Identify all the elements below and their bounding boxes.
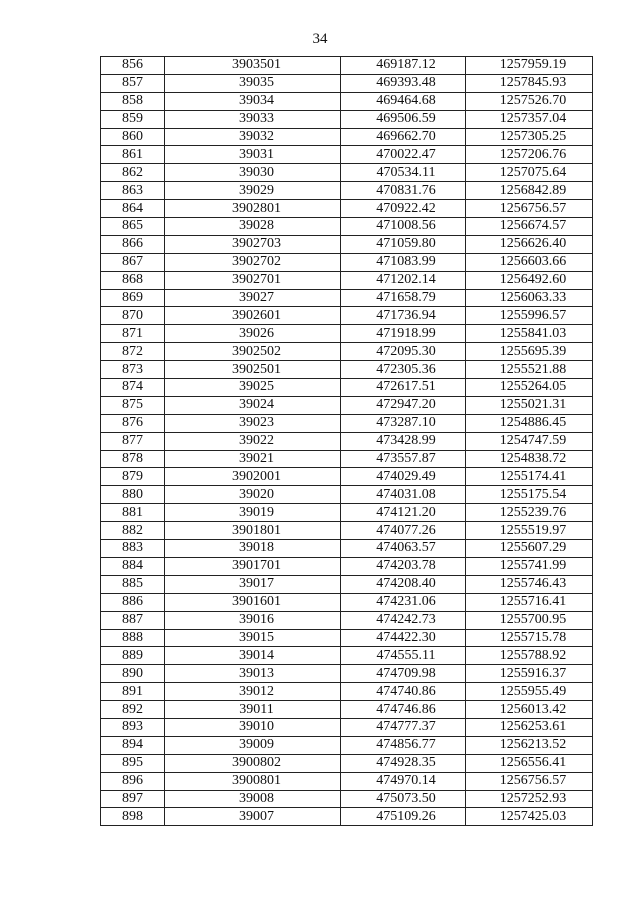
table-row [101, 235, 593, 253]
point-id: 3901601 [165, 593, 341, 611]
table-row [101, 271, 593, 289]
y-coordinate: 1255519.97 [466, 522, 593, 540]
row-number: 879 [101, 468, 165, 486]
x-coordinate: 469662.70 [341, 128, 466, 146]
y-coordinate: 1257845.93 [466, 74, 593, 92]
point-id: 3902502 [165, 343, 341, 361]
row-number: 866 [101, 235, 165, 253]
table-row [101, 611, 593, 629]
row-number: 880 [101, 486, 165, 504]
table-row [101, 754, 593, 772]
point-id: 39010 [165, 718, 341, 736]
table-row [101, 146, 593, 164]
x-coordinate: 474031.08 [341, 486, 466, 504]
row-number: 871 [101, 325, 165, 343]
y-coordinate: 1256842.89 [466, 182, 593, 200]
table-row [101, 164, 593, 182]
point-id: 39009 [165, 736, 341, 754]
x-coordinate: 474121.20 [341, 504, 466, 522]
row-number: 872 [101, 343, 165, 361]
point-id: 3902601 [165, 307, 341, 325]
table-row [101, 593, 593, 611]
y-coordinate: 1257425.03 [466, 808, 593, 826]
row-number: 874 [101, 379, 165, 397]
y-coordinate: 1255175.54 [466, 486, 593, 504]
x-coordinate: 474203.78 [341, 557, 466, 575]
point-id: 39013 [165, 665, 341, 683]
row-number: 893 [101, 718, 165, 736]
table-row [101, 557, 593, 575]
row-number: 877 [101, 432, 165, 450]
x-coordinate: 474928.35 [341, 754, 466, 772]
y-coordinate: 1254886.45 [466, 414, 593, 432]
y-coordinate: 1257526.70 [466, 92, 593, 110]
row-number: 864 [101, 200, 165, 218]
row-number: 881 [101, 504, 165, 522]
point-id: 39032 [165, 128, 341, 146]
x-coordinate: 475073.50 [341, 790, 466, 808]
y-coordinate: 1256063.33 [466, 289, 593, 307]
y-coordinate: 1257206.76 [466, 146, 593, 164]
x-coordinate: 471008.56 [341, 218, 466, 236]
point-id: 39026 [165, 325, 341, 343]
point-id: 39007 [165, 808, 341, 826]
table-row [101, 665, 593, 683]
y-coordinate: 1257075.64 [466, 164, 593, 182]
point-id: 3903501 [165, 57, 341, 75]
row-number: 882 [101, 522, 165, 540]
page-number: 34 [312, 31, 328, 47]
table-row [101, 522, 593, 540]
point-id: 39023 [165, 414, 341, 432]
y-coordinate: 1255916.37 [466, 665, 593, 683]
point-id: 39027 [165, 289, 341, 307]
x-coordinate: 474077.26 [341, 522, 466, 540]
point-id: 39015 [165, 629, 341, 647]
point-id: 39016 [165, 611, 341, 629]
table-row [101, 808, 593, 826]
point-id: 3902701 [165, 271, 341, 289]
x-coordinate: 474029.49 [341, 468, 466, 486]
point-id: 39017 [165, 575, 341, 593]
point-id: 3902702 [165, 253, 341, 271]
table-row [101, 200, 593, 218]
y-coordinate: 1254747.59 [466, 432, 593, 450]
table-row [101, 683, 593, 701]
row-number: 883 [101, 540, 165, 558]
table-row [101, 504, 593, 522]
point-id: 3902501 [165, 361, 341, 379]
row-number: 870 [101, 307, 165, 325]
table-row [101, 361, 593, 379]
point-id: 39022 [165, 432, 341, 450]
y-coordinate: 1255607.29 [466, 540, 593, 558]
x-coordinate: 469187.12 [341, 57, 466, 75]
x-coordinate: 473287.10 [341, 414, 466, 432]
y-coordinate: 1256492.60 [466, 271, 593, 289]
point-id: 3901801 [165, 522, 341, 540]
table-row [101, 701, 593, 719]
y-coordinate: 1255174.41 [466, 468, 593, 486]
x-coordinate: 472617.51 [341, 379, 466, 397]
table-row [101, 379, 593, 397]
y-coordinate: 1255521.88 [466, 361, 593, 379]
row-number: 890 [101, 665, 165, 683]
y-coordinate: 1255021.31 [466, 396, 593, 414]
row-number: 867 [101, 253, 165, 271]
row-number: 856 [101, 57, 165, 75]
row-number: 897 [101, 790, 165, 808]
row-number: 868 [101, 271, 165, 289]
coordinates-table-body [101, 57, 593, 826]
point-id: 39033 [165, 110, 341, 128]
x-coordinate: 471059.80 [341, 235, 466, 253]
point-id: 39024 [165, 396, 341, 414]
y-coordinate: 1256603.66 [466, 253, 593, 271]
row-number: 888 [101, 629, 165, 647]
row-number: 887 [101, 611, 165, 629]
point-id: 39030 [165, 164, 341, 182]
x-coordinate: 469393.48 [341, 74, 466, 92]
table-row [101, 325, 593, 343]
y-coordinate: 1255715.78 [466, 629, 593, 647]
table-row [101, 110, 593, 128]
point-id: 3902801 [165, 200, 341, 218]
y-coordinate: 1255700.95 [466, 611, 593, 629]
point-id: 39021 [165, 450, 341, 468]
y-coordinate: 1255695.39 [466, 343, 593, 361]
x-coordinate: 471658.79 [341, 289, 466, 307]
x-coordinate: 474555.11 [341, 647, 466, 665]
table-row [101, 253, 593, 271]
point-id: 39035 [165, 74, 341, 92]
x-coordinate: 472095.30 [341, 343, 466, 361]
x-coordinate: 470831.76 [341, 182, 466, 200]
y-coordinate: 1256213.52 [466, 736, 593, 754]
point-id: 39014 [165, 647, 341, 665]
point-id: 3900801 [165, 772, 341, 790]
point-id: 39031 [165, 146, 341, 164]
point-id: 3900802 [165, 754, 341, 772]
table-row [101, 575, 593, 593]
row-number: 896 [101, 772, 165, 790]
table-row [101, 540, 593, 558]
point-id: 39018 [165, 540, 341, 558]
row-number: 884 [101, 557, 165, 575]
x-coordinate: 470534.11 [341, 164, 466, 182]
y-coordinate: 1256253.61 [466, 718, 593, 736]
table-row [101, 182, 593, 200]
row-number: 878 [101, 450, 165, 468]
table-row [101, 128, 593, 146]
table-row [101, 486, 593, 504]
x-coordinate: 473557.87 [341, 450, 466, 468]
x-coordinate: 474740.86 [341, 683, 466, 701]
table-row [101, 432, 593, 450]
table-row [101, 414, 593, 432]
point-id: 39012 [165, 683, 341, 701]
y-coordinate: 1256756.57 [466, 200, 593, 218]
row-number: 862 [101, 164, 165, 182]
table-row [101, 218, 593, 236]
x-coordinate: 474777.37 [341, 718, 466, 736]
row-number: 865 [101, 218, 165, 236]
row-number: 873 [101, 361, 165, 379]
table-row [101, 396, 593, 414]
table-row [101, 307, 593, 325]
y-coordinate: 1255716.41 [466, 593, 593, 611]
row-number: 889 [101, 647, 165, 665]
x-coordinate: 474709.98 [341, 665, 466, 683]
point-id: 39008 [165, 790, 341, 808]
x-coordinate: 471918.99 [341, 325, 466, 343]
table-row [101, 450, 593, 468]
y-coordinate: 1256626.40 [466, 235, 593, 253]
table-row [101, 736, 593, 754]
point-id: 39020 [165, 486, 341, 504]
x-coordinate: 474231.06 [341, 593, 466, 611]
y-coordinate: 1255955.49 [466, 683, 593, 701]
table-row [101, 629, 593, 647]
point-id: 39025 [165, 379, 341, 397]
y-coordinate: 1255996.57 [466, 307, 593, 325]
x-coordinate: 472305.36 [341, 361, 466, 379]
table-row [101, 289, 593, 307]
y-coordinate: 1255788.92 [466, 647, 593, 665]
row-number: 895 [101, 754, 165, 772]
y-coordinate: 1256674.57 [466, 218, 593, 236]
point-id: 39011 [165, 701, 341, 719]
row-number: 875 [101, 396, 165, 414]
x-coordinate: 471202.14 [341, 271, 466, 289]
y-coordinate: 1256013.42 [466, 701, 593, 719]
table-row [101, 772, 593, 790]
point-id: 39019 [165, 504, 341, 522]
row-number: 894 [101, 736, 165, 754]
x-coordinate: 473428.99 [341, 432, 466, 450]
x-coordinate: 474242.73 [341, 611, 466, 629]
y-coordinate: 1255741.99 [466, 557, 593, 575]
point-id: 3902703 [165, 235, 341, 253]
coordinates-table [100, 56, 593, 826]
row-number: 859 [101, 110, 165, 128]
table-row [101, 790, 593, 808]
row-number: 861 [101, 146, 165, 164]
y-coordinate: 1254838.72 [466, 450, 593, 468]
row-number: 885 [101, 575, 165, 593]
x-coordinate: 474422.30 [341, 629, 466, 647]
x-coordinate: 471083.99 [341, 253, 466, 271]
row-number: 876 [101, 414, 165, 432]
y-coordinate: 1256756.57 [466, 772, 593, 790]
point-id: 3902001 [165, 468, 341, 486]
x-coordinate: 474856.77 [341, 736, 466, 754]
point-id: 39034 [165, 92, 341, 110]
y-coordinate: 1257959.19 [466, 57, 593, 75]
point-id: 39029 [165, 182, 341, 200]
x-coordinate: 474208.40 [341, 575, 466, 593]
y-coordinate: 1255746.43 [466, 575, 593, 593]
point-id: 39028 [165, 218, 341, 236]
x-coordinate: 472947.20 [341, 396, 466, 414]
x-coordinate: 474063.57 [341, 540, 466, 558]
row-number: 857 [101, 74, 165, 92]
row-number: 860 [101, 128, 165, 146]
row-number: 898 [101, 808, 165, 826]
table-row [101, 92, 593, 110]
x-coordinate: 470022.47 [341, 146, 466, 164]
row-number: 891 [101, 683, 165, 701]
row-number: 892 [101, 701, 165, 719]
y-coordinate: 1255841.03 [466, 325, 593, 343]
y-coordinate: 1255239.76 [466, 504, 593, 522]
y-coordinate: 1257252.93 [466, 790, 593, 808]
x-coordinate: 470922.42 [341, 200, 466, 218]
table-row [101, 57, 593, 75]
table-row [101, 74, 593, 92]
x-coordinate: 475109.26 [341, 808, 466, 826]
row-number: 869 [101, 289, 165, 307]
point-id: 3901701 [165, 557, 341, 575]
row-number: 858 [101, 92, 165, 110]
y-coordinate: 1257305.25 [466, 128, 593, 146]
y-coordinate: 1255264.05 [466, 379, 593, 397]
row-number: 863 [101, 182, 165, 200]
table-row [101, 718, 593, 736]
x-coordinate: 469464.68 [341, 92, 466, 110]
row-number: 886 [101, 593, 165, 611]
y-coordinate: 1257357.04 [466, 110, 593, 128]
table-row [101, 468, 593, 486]
x-coordinate: 474970.14 [341, 772, 466, 790]
x-coordinate: 471736.94 [341, 307, 466, 325]
table-row [101, 343, 593, 361]
y-coordinate: 1256556.41 [466, 754, 593, 772]
x-coordinate: 474746.86 [341, 701, 466, 719]
table-row [101, 647, 593, 665]
x-coordinate: 469506.59 [341, 110, 466, 128]
